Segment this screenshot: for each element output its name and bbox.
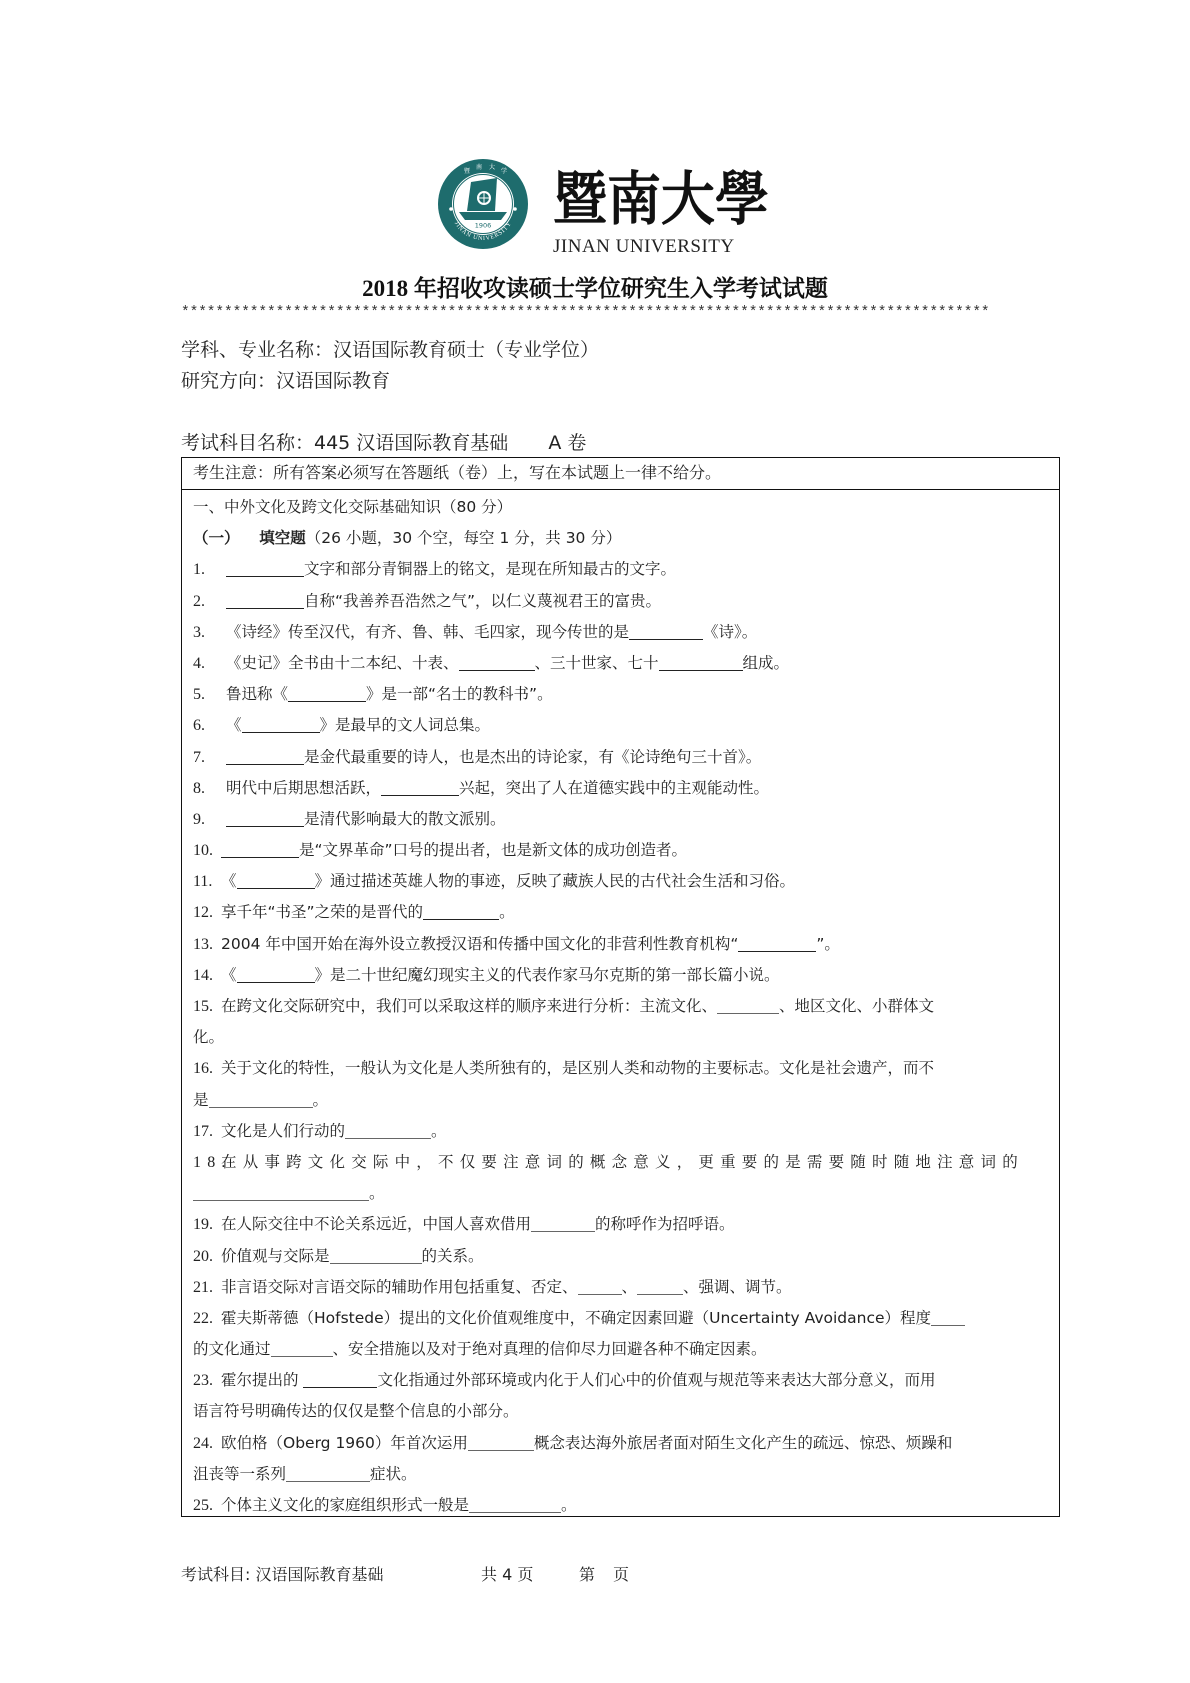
question-text: 文字和部分青铜器上的铭文，是现在所知最古的文字。 (304, 560, 677, 579)
question-item (193, 1303, 1048, 1334)
question-number: 21. (193, 1278, 213, 1296)
question-item (193, 554, 1048, 585)
question-continuation (193, 1334, 1048, 1365)
question-text: 明代中后期思想活跃， (226, 778, 382, 797)
question-number: 25. (193, 1497, 213, 1514)
question-text: 《 (226, 716, 242, 735)
answer-blank[interactable] (629, 621, 703, 640)
question-item (193, 866, 1048, 897)
question-number: 9. (193, 810, 205, 828)
question-text: 《 (221, 965, 237, 984)
question-text: 症状。 (370, 1464, 417, 1483)
answer-blank[interactable] (226, 808, 304, 827)
question-text: 组成。 (742, 653, 790, 672)
question-continuation: 语言符号明确传达的仅仅是整个信息的小部分。 (193, 1402, 519, 1421)
question-number: 2. (193, 592, 205, 610)
answer-blank[interactable] (286, 1463, 370, 1482)
subject-name: 考试科目名称：445 汉语国际教育基础 (181, 432, 509, 454)
paper-version: A 卷 (548, 432, 587, 454)
question-text: 是 (193, 1090, 209, 1109)
question-text: 概念表达海外旅居者面对陌生文化产生的疏远、惊恐、烦躁和 (533, 1433, 953, 1452)
question-number: 16. (193, 1060, 213, 1078)
answer-blank[interactable] (468, 1432, 534, 1451)
question-number: 13. (193, 935, 213, 953)
question-number: 19. (193, 1216, 213, 1234)
question-number: 15. (193, 998, 213, 1015)
question-text: 是金代最重要的诗人，也是杰出的诗论家，有《论诗绝句三十首》。 (304, 747, 762, 766)
question-number: 7. (193, 748, 205, 766)
question-text: 、强调、调节。 (683, 1277, 792, 1296)
footer-total-pages: 共 4 页 (481, 1565, 534, 1584)
svg-text:学: 学 (501, 168, 508, 175)
question-number: 24. (193, 1434, 213, 1452)
question-text: 价值观与交际是 (221, 1246, 330, 1265)
subject-line (181, 428, 586, 455)
question-item (193, 1241, 1048, 1272)
question-text: 非言语交际对言语交际的辅助作用包括重复、否定、 (221, 1277, 578, 1296)
question-number: 12. (193, 904, 213, 922)
question-text: 是清代影响最大的散文派别。 (304, 809, 506, 828)
question-text: 、安全措施以及对于绝对真理的信仰尽力回避各种不确定因素。 (332, 1340, 767, 1359)
question-item (193, 1053, 1048, 1084)
question-item (193, 991, 1048, 1022)
question-text: 在人际交往中不论关系远近，中国人喜欢借用 (221, 1215, 532, 1234)
answer-blank[interactable] (271, 1338, 333, 1357)
question-item (193, 835, 1048, 866)
answer-blank[interactable] (578, 1276, 622, 1295)
answer-blank[interactable] (459, 652, 535, 671)
question-number: 17. (193, 1122, 213, 1140)
question-text: 欧伯格（Oberg 1960）年首次运用 (221, 1433, 468, 1452)
question-text: 文化指通过外部环境或内化于人们心中的价值观与规范等来表达大部分意义，而用 (377, 1371, 936, 1390)
question-item (193, 897, 1048, 928)
question-item (193, 960, 1048, 991)
question-item (193, 1428, 1048, 1459)
question-text: 》是二十世纪魔幻现实主义的代表作家马尔克斯的第一部长篇小说。 (314, 965, 780, 984)
answer-blank[interactable] (637, 1276, 683, 1295)
section-heading: 一、中外文化及跨文化交际基础知识（80 分） (193, 498, 513, 516)
answer-blank[interactable] (193, 1182, 369, 1201)
question-text: 。 (431, 1121, 447, 1140)
question-number: 5. (193, 686, 205, 704)
question-number: 22. (193, 1309, 213, 1327)
question-text: 》是一部“名士的教科书”。 (366, 685, 553, 704)
question-number: 23. (193, 1372, 213, 1390)
question-item (193, 1209, 1048, 1240)
answer-blank[interactable] (659, 652, 743, 671)
question-number: 4. (193, 654, 205, 672)
logo-ring-text: JINAN UNIVERSITY (452, 220, 514, 243)
question-text: 、地区文化、小群体文 (779, 997, 935, 1015)
question-number: 3. (193, 623, 205, 641)
footer-page-suffix: 页 (613, 1565, 630, 1584)
question-item (193, 1272, 1048, 1303)
question-text: 《史记》全书由十二本纪、十表、 (226, 653, 459, 672)
question-text: 的关系。 (421, 1246, 484, 1265)
question-number: 10. (193, 842, 213, 860)
question-item (193, 804, 1048, 835)
question-text: 文化是人们行动的 (221, 1121, 346, 1140)
question-continuation (193, 1459, 1048, 1490)
question-text: 的文化通过 (193, 1340, 271, 1359)
question-box (181, 457, 1060, 1517)
answer-blank[interactable] (345, 1120, 431, 1139)
question-item (193, 710, 1048, 741)
subsection-label: （一） (193, 529, 240, 548)
question-number: 14. (193, 966, 213, 984)
question-text: 兴起，突出了人在道德实践中的主观能动性。 (459, 778, 770, 797)
question-text: 《 (221, 872, 237, 891)
question-text: 、 (621, 1277, 638, 1296)
answer-blank[interactable] (717, 995, 779, 1014)
question-item (193, 1116, 1048, 1147)
question-item (193, 1365, 1048, 1396)
answer-blank[interactable] (330, 1245, 422, 1264)
question-number: 8. (193, 779, 205, 797)
question-text: 《诗》。 (703, 622, 758, 641)
answer-blank[interactable] (531, 1213, 595, 1232)
question-item (193, 742, 1048, 773)
question-text: 》通过描述英雄人物的事迹，反映了藏族人民的古代社会生活和习俗。 (314, 872, 796, 891)
answer-blank[interactable] (226, 590, 304, 609)
answer-blank[interactable] (423, 901, 499, 920)
question-text: 。 (312, 1090, 329, 1109)
question-number: 1. (193, 561, 205, 579)
question-text: 、三十世家、七十 (534, 653, 659, 672)
question-text: 沮丧等一系列 (193, 1464, 287, 1483)
question-content (182, 490, 1059, 1521)
direction-line: 研究方向：汉语国际教育 (181, 370, 391, 392)
question-item (193, 617, 1048, 648)
question-continuation: 化。 (193, 1028, 225, 1047)
major-line: 学科、专业名称：汉语国际教育硕士（专业学位） (181, 339, 600, 361)
question-text: 是“文界革命”口号的提出者，也是新文体的成功创造者。 (299, 841, 688, 860)
question-text: 。 (369, 1184, 385, 1203)
university-seal-logo (437, 158, 529, 250)
university-name-cn: 暨南大學 (553, 165, 769, 233)
question-text: 在跨文化交际研究中，我们可以采取这样的顺序来进行分析：主流文化、 (221, 997, 718, 1015)
question-number: 11. (193, 873, 213, 891)
question-text: 《诗经》传至汉代，有齐、鲁、韩、毛四家，现今传世的是 (226, 622, 630, 641)
exam-title: 2018 年招收攻读硕士学位研究生入学考试试题 (362, 276, 828, 301)
answer-blank[interactable] (381, 777, 459, 796)
answer-blank[interactable] (226, 558, 304, 577)
svg-text:大: 大 (489, 164, 496, 171)
subsection-title: 填空题 (259, 529, 306, 548)
question-text: 。 (561, 1496, 577, 1514)
question-text: 霍夫斯蒂德（Hofstede）提出的文化价值观维度中，不确定因素回避（Uncertainty Avoidance）程度 (221, 1308, 932, 1327)
question-item (193, 1490, 1048, 1521)
answer-blank[interactable] (209, 1089, 313, 1108)
question-item (193, 929, 1048, 960)
question-item (193, 648, 1048, 679)
question-continuation (193, 1085, 1048, 1116)
question-continuation (193, 1178, 1048, 1209)
question-text: 关于文化的特性，一般认为文化是人类所独有的，是区别人类和动物的主要标志。文化是社会遗产，而不 (221, 1059, 935, 1078)
question-item (193, 586, 1048, 617)
question-text: 》是最早的文人词总集。 (319, 716, 491, 735)
answer-blank[interactable] (242, 714, 320, 733)
candidate-notice: 考生注意：所有答案必须写在答题纸（卷）上，写在本试题上一律不给分。 (182, 458, 1059, 490)
question-text: 个体主义文化的家庭组织形式一般是 (221, 1496, 470, 1514)
answer-blank[interactable] (738, 933, 816, 952)
svg-text:暨: 暨 (464, 168, 471, 175)
subsection-note: （26 小题，30 个空，每空 1 分，共 30 分） (305, 529, 622, 548)
answer-blank[interactable] (226, 746, 304, 765)
answer-blank[interactable] (931, 1307, 965, 1326)
question-item (193, 1147, 1048, 1178)
question-item (193, 679, 1048, 710)
question-text: 鲁迅称《 (226, 685, 289, 704)
separator-stars: ********************************************************************************************** (181, 305, 990, 321)
question-text: 的称呼作为招呼语。 (595, 1215, 735, 1234)
question-text: ”。 (816, 934, 840, 953)
logo-year: 1906 (474, 221, 492, 230)
question-number: 18. (193, 1153, 232, 1171)
footer-subject: 考试科目: 汉语国际教育基础 (181, 1565, 384, 1584)
subsection-heading (193, 523, 1048, 554)
answer-blank[interactable] (288, 683, 366, 702)
answer-blank[interactable] (303, 1369, 377, 1388)
answer-blank[interactable] (237, 870, 315, 889)
university-name-en: JINAN UNIVERSITY (553, 236, 735, 257)
question-text: 霍尔提出的 (221, 1371, 304, 1390)
question-text: 。 (499, 903, 515, 922)
question-text: 在从事跨文化交际中，不仅要注意词的概念意义，更重要的是需要随时随地注意词的 (221, 1152, 1024, 1171)
question-text: 自称“我善养吾浩然之气”，以仁义蔑视君王的富贵。 (304, 591, 662, 610)
answer-blank[interactable] (221, 839, 299, 858)
svg-text:南: 南 (476, 164, 483, 171)
question-text: 享千年“书圣”之荣的是晋代的 (221, 903, 424, 922)
question-item (193, 773, 1048, 804)
answer-blank[interactable] (469, 1494, 561, 1513)
question-text: 2004 年中国开始在海外设立教授汉语和传播中国文化的非营利性教育机构“ (221, 934, 739, 953)
question-number: 6. (193, 717, 205, 735)
question-number: 20. (193, 1247, 213, 1265)
footer-page-label: 第 (579, 1565, 596, 1584)
answer-blank[interactable] (237, 964, 315, 983)
